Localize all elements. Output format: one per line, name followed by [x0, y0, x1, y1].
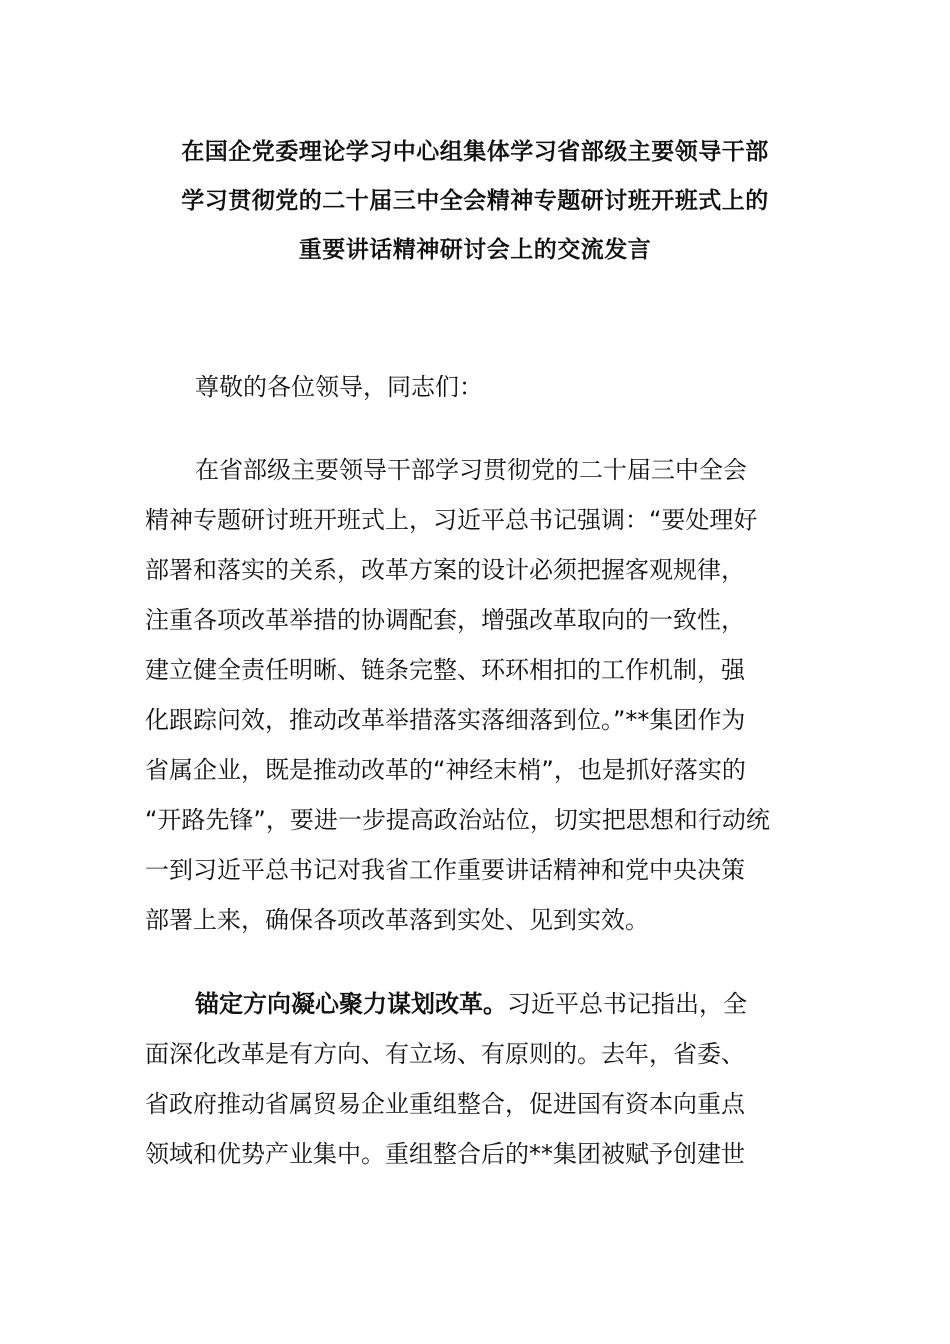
title-line-1: 在国企党委理论学习中心组集体学习省部级主要领导干部	[181, 139, 769, 165]
paragraph-2	[145, 979, 810, 1179]
paragraph-1-line: “开路先锋”，要进一步提高政治站位，切实把思想和行动统	[145, 806, 770, 834]
paragraph-1-line: 精神专题研讨班开班式上，习近平总书记强调：“要处理好	[145, 506, 758, 534]
title-line-2: 学习贯彻党的二十届三中全会精神专题研讨班开班式上的	[181, 188, 769, 214]
paragraph-1-line: 省属企业，既是推动改革的“神经末梢”，也是抓好落实的	[145, 756, 746, 784]
paragraph-2-first-line-rest: 习近平总书记指出，全	[507, 990, 747, 1018]
paragraph-2-lead-heading: 锚定方向凝心聚力谋划改革。	[195, 990, 507, 1018]
paragraph-2-line: 领域和优势产业集中。重组整合后的**集团被赋予创建世	[145, 1140, 745, 1168]
title-line-3: 重要讲话精神研讨会上的交流发言	[298, 237, 652, 263]
paragraph-1-line: 在省部级主要领导干部学习贯彻党的二十届三中全会	[195, 456, 747, 484]
paragraph-1-line: 部署和落实的关系，改革方案的设计必须把握客观规律，	[145, 556, 745, 584]
paragraph-2-line: 面深化改革是有方向、有立场、有原则的。去年，省委、	[145, 1040, 745, 1068]
paragraph-1-line: 部署上来，确保各项改革落到实处、见到实效。	[145, 906, 649, 934]
paragraph-1	[145, 445, 810, 945]
salutation-text: 尊敬的各位领导，同志们：	[195, 373, 483, 401]
paragraph-2-first-line	[145, 979, 810, 1029]
paragraph-2-line: 省政府推动省属贸易企业重组整合，促进国有资本向重点	[145, 1090, 745, 1118]
salutation	[145, 362, 810, 412]
document-title	[140, 128, 810, 275]
paragraph-1-line: 化跟踪问效，推动改革举措落实落细落到位。”**集团作为	[145, 706, 746, 734]
paragraph-1-line: 一到习近平总书记对我省工作重要讲话精神和党中央决策	[145, 856, 745, 884]
paragraph-1-line: 建立健全责任明晰、链条完整、环环相扣的工作机制，强	[145, 656, 745, 684]
paragraph-1-line: 注重各项改革举措的协调配套，增强改革取向的一致性，	[145, 606, 745, 634]
